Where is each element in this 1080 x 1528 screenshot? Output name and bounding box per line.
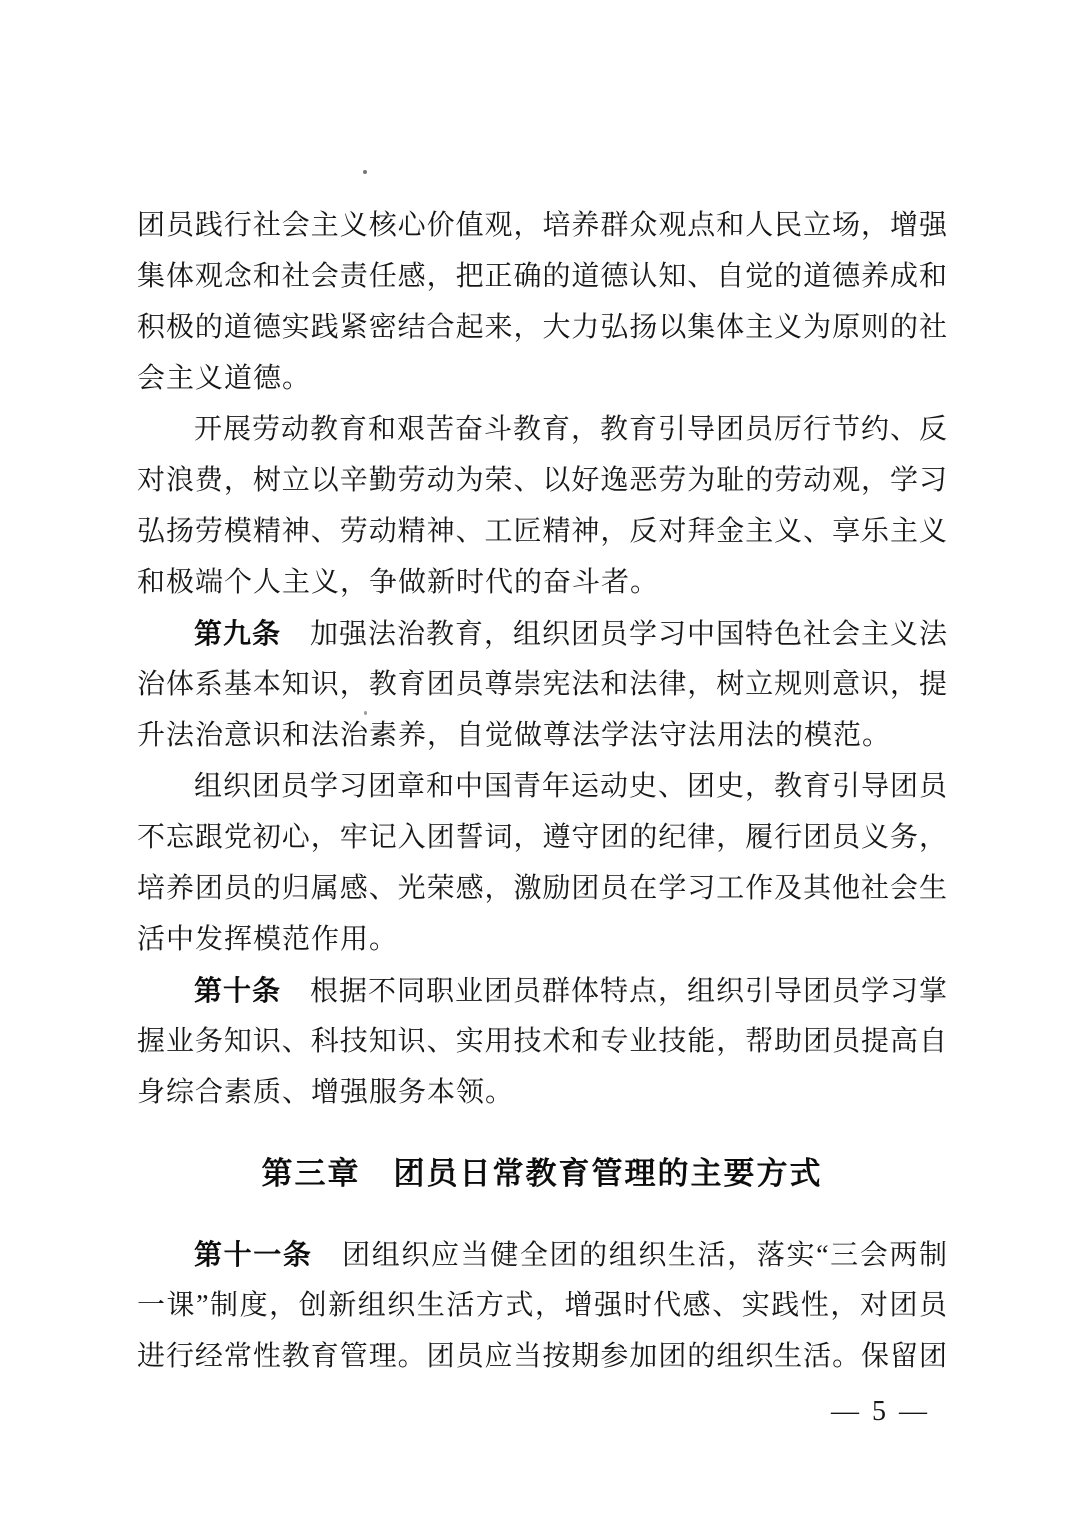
paragraph-first-line: 组织团员学习团章和中国青年运动史、团史，教育引导团员 (194, 771, 947, 802)
body-line: 对浪费，树立以辛勤劳动为荣、以好逸恶劳为耻的劳动观，学习 (137, 465, 947, 496)
paragraph-end-line: 升法治意识和法治素养，自觉做尊法学法守法用法的模范。 (137, 720, 892, 751)
chapter-title: 团员日常教育管理的主要方式 (360, 1156, 823, 1191)
article-9-number: 第九条 (194, 618, 281, 649)
body-line: 团员践行社会主义核心价值观，培养群众观点和人民立场，增强 (137, 210, 947, 241)
paragraph-end-line: 和极端个人主义，争做新时代的奋斗者。 (137, 567, 660, 598)
body-line: 进行经常性教育管理。团员应当按期参加团的组织生活。保留团 (137, 1341, 947, 1372)
article-11-text: 团组织应当健全团的组织生活，落实“三会两制 (312, 1240, 947, 1271)
article-11-first-line (137, 1229, 947, 1280)
article-10-number: 第十条 (194, 975, 281, 1006)
article-9-first-line (137, 608, 947, 659)
paragraph-end-line: 活中发挥模范作用。 (137, 924, 399, 955)
body-line: 积极的道德实践紧密结合起来，大力弘扬以集体主义为原则的社 (137, 312, 947, 343)
body-line: 弘扬劳模精神、劳动精神、工匠精神，反对拜金主义、享乐主义 (137, 516, 947, 547)
paragraph-first-line: 开展劳动教育和艰苦奋斗教育，教育引导团员厉行节约、反 (194, 414, 947, 445)
paragraph-end-line: 会主义道德。 (137, 363, 312, 394)
chapter-number: 第三章 (261, 1156, 361, 1191)
article-9-text: 加强法治教育，组织团员学习中国特色社会主义法 (281, 619, 947, 650)
body-line: 一课”制度，创新组织生活方式，增强时代感、实践性，对团员 (137, 1290, 947, 1321)
body-line: 握业务知识、科技知识、实用技术和专业技能，帮助团员提高自 (137, 1026, 947, 1057)
scan-speck (363, 170, 367, 174)
paragraph-end-line: 身综合素质、增强服务本领。 (137, 1077, 515, 1108)
body-line: 培养团员的归属感、光荣感，激励团员在学习工作及其他社会生 (137, 873, 947, 904)
chapter-heading (137, 1148, 947, 1199)
body-line: 不忘跟党初心，牢记入团誓词，遵守团的纪律，履行团员义务， (137, 822, 947, 853)
body-line: 集体观念和社会责任感，把正确的道德认知、自觉的道德养成和 (137, 261, 947, 292)
article-10-text: 根据不同职业团员群体特点，组织引导团员学习掌 (281, 976, 947, 1007)
document-body (137, 200, 947, 1382)
article-10-first-line (137, 965, 947, 1016)
page-number: — 5 — (831, 1396, 930, 1427)
body-line: 治体系基本知识，教育团员尊崇宪法和法律，树立规则意识，提 (137, 669, 947, 700)
article-11-number: 第十一条 (194, 1239, 313, 1270)
